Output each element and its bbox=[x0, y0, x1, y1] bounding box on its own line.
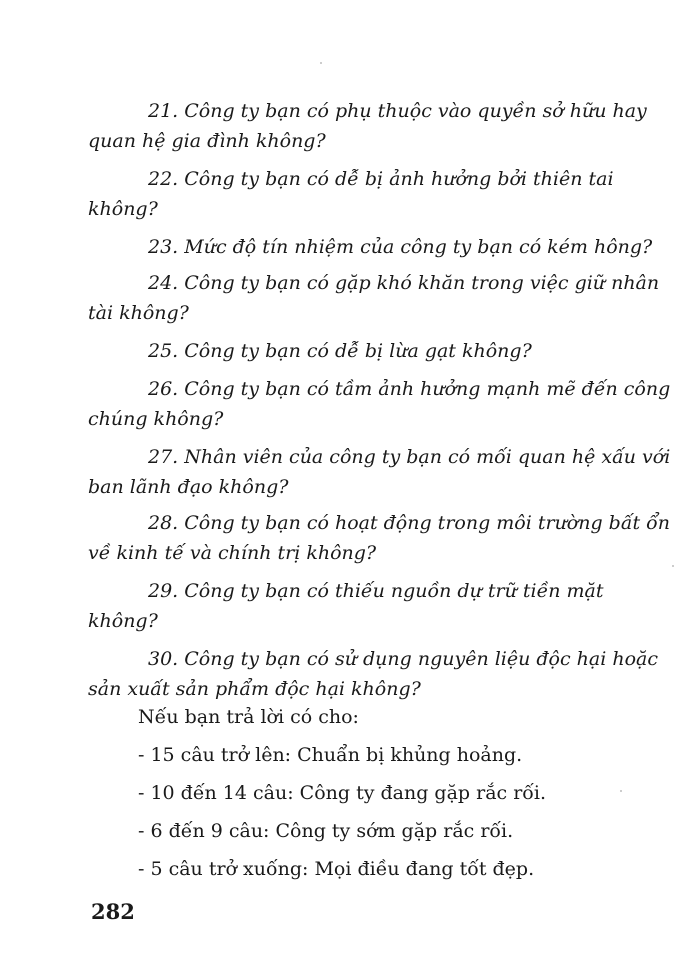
question-line: 29. Công ty bạn có thiếu nguồn dự trữ tiền mặt bbox=[148, 580, 604, 602]
question-line: về kinh tế và chính trị không? bbox=[88, 542, 377, 564]
question-line: 27. Nhân viên của công ty bạn có mối quan hệ xấu với bbox=[148, 446, 671, 468]
question-line: 21. Công ty bạn có phụ thuộc vào quyền sở hữu hay bbox=[148, 100, 647, 122]
scan-speck bbox=[672, 565, 674, 567]
question-line: 22. Công ty bạn có dễ bị ảnh hưởng bởi thiên tai bbox=[148, 168, 614, 190]
page-number: 282 bbox=[91, 899, 135, 924]
question-line: 23. Mức độ tín nhiệm của công ty bạn có kém hông? bbox=[148, 236, 653, 258]
scan-speck bbox=[320, 62, 322, 64]
question-line: 28. Công ty bạn có hoạt động trong môi trường bất ổn bbox=[148, 512, 671, 534]
question-line: ban lãnh đạo không? bbox=[88, 476, 289, 498]
scoring-item: - 10 đến 14 câu: Công ty đang gặp rắc rối. bbox=[138, 782, 547, 804]
question-line: không? bbox=[88, 610, 158, 632]
question-line: không? bbox=[88, 198, 158, 220]
scoring-item: - 6 đến 9 câu: Công ty sớm gặp rắc rối. bbox=[138, 820, 514, 842]
question-line: 30. Công ty bạn có sử dụng nguyên liệu độc hại hoặc bbox=[148, 648, 659, 670]
question-line: 26. Công ty bạn có tầm ảnh hưởng mạnh mẽ đến công bbox=[148, 378, 671, 400]
scoring-item: - 5 câu trở xuống: Mọi điều đang tốt đẹp. bbox=[138, 858, 535, 880]
question-line: 25. Công ty bạn có dễ bị lừa gạt không? bbox=[148, 340, 532, 362]
question-line: 24. Công ty bạn có gặp khó khăn trong việc giữ nhân bbox=[148, 272, 660, 294]
scoring-item: - 15 câu trở lên: Chuẩn bị khủng hoảng. bbox=[138, 744, 523, 766]
question-line: sản xuất sản phẩm độc hại không? bbox=[88, 678, 421, 700]
scan-speck bbox=[620, 790, 622, 792]
question-line: quan hệ gia đình không? bbox=[88, 130, 326, 152]
question-line: tài không? bbox=[88, 302, 189, 324]
question-line: chúng không? bbox=[88, 408, 224, 430]
scoring-intro: Nếu bạn trả lời có cho: bbox=[138, 706, 359, 728]
